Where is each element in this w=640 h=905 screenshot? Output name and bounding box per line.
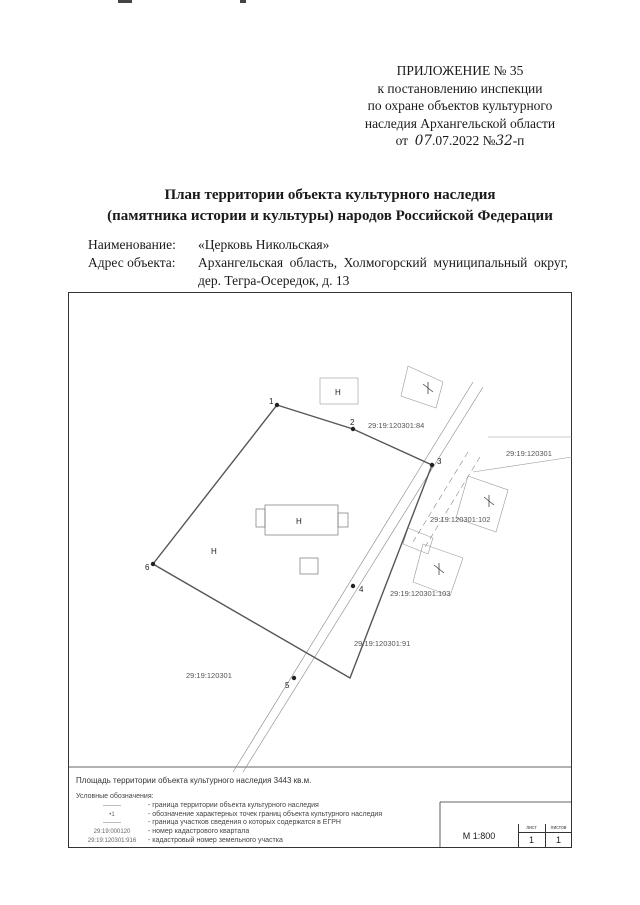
point-label-2: 2 [350,418,355,427]
scale-label: М 1:800 [440,824,519,848]
handwritten-number: 32 [495,133,513,149]
object-name-row [88,236,568,254]
legend-symbol: ——— [103,802,121,809]
legend [76,793,382,846]
point-label-6: 6 [145,563,150,572]
document-title: План территории объекта культурного наследия (памятника истории и культуры) народов Российской Федерации [107,187,553,224]
address-value: Архангельская область, Холмогорский муниципальный округ, дер. Тегра-Осередок, д. 13 [198,255,568,288]
sheets-caption: листов [550,825,567,831]
legend-symbol: 29:19:000120 [93,829,131,836]
house-mark: Н [211,547,217,556]
legend-item [76,811,382,820]
heritage-boundary [153,405,432,678]
object-info [88,236,568,290]
legend-symbol: 29:19:120301:916 [87,837,137,844]
scan-mark [118,0,132,3]
frame-border [69,293,572,848]
appendix-header [340,62,580,151]
building-outlines [256,505,348,574]
area-text: Площадь территории объекта культурного наследия 3443 кв.м. [76,776,312,785]
house-mark: Н [335,388,341,397]
parcel-label: 29:19:120301:103 [390,589,451,598]
map-frame [68,292,572,848]
parcel-label: 29:19:120301 [506,449,552,458]
legend-text: - номер кадастрового квартала [148,828,250,836]
sheets-count: 1 [555,835,561,845]
sheets-cell [545,824,572,848]
quarter-label: 29:19:120301 [186,671,232,680]
appendix-date: от 07.07.2022 №32-п [395,133,525,149]
point-label-1: 1 [269,397,274,406]
object-address-row [88,254,568,290]
legend-item [76,837,382,846]
appendix-line: наследия Архангельской области [364,115,556,131]
neighbour-parcels [320,366,572,596]
legend-title: Условные обозначения: [76,793,154,800]
name-value: «Церковь Никольская» [198,237,330,252]
legend-symbol: •1 [109,811,115,818]
point-label-5: 5 [285,681,290,690]
sheet-number: 1 [528,835,534,845]
cross-symbols [423,382,494,575]
point-label-4: 4 [359,585,364,594]
legend-text: - обозначение характерных точек границ объекта культурного наследия [148,810,383,818]
cadastral-map [68,292,572,848]
legend-item [76,819,382,828]
name-label: Наименование: [88,237,176,252]
legend-item [76,828,382,837]
house-mark: Н [296,517,302,526]
scan-mark [240,0,246,3]
legend-item [76,802,382,811]
legend-text: - граница территории объекта культурного наследия [148,801,319,809]
handwritten-day: 07 [414,133,432,149]
appendix-line: по охране объектов культурного [367,98,553,113]
road-corridor [233,382,483,772]
legend-text: - граница участков сведения о которых содержатся в ЕГРН [148,819,341,827]
legend-text: - кадастровый номер земельного участка [148,836,283,844]
parcel-label: 29:19:120301:84 [368,421,425,430]
parcel-label: 29:19:120301:91 [354,639,411,648]
address-label: Адрес объекта: [88,255,176,270]
title-block [440,824,572,848]
point-label-3: 3 [437,457,442,466]
parcel-label: 29:19:120301:102 [430,515,491,524]
appendix-number: ПРИЛОЖЕНИЕ № 35 [396,63,524,78]
sheet-caption: лист [526,825,537,831]
sheet-cell [518,824,546,848]
appendix-line: к постановлению инспекции [377,80,543,96]
legend-symbol: ——— [103,820,121,827]
